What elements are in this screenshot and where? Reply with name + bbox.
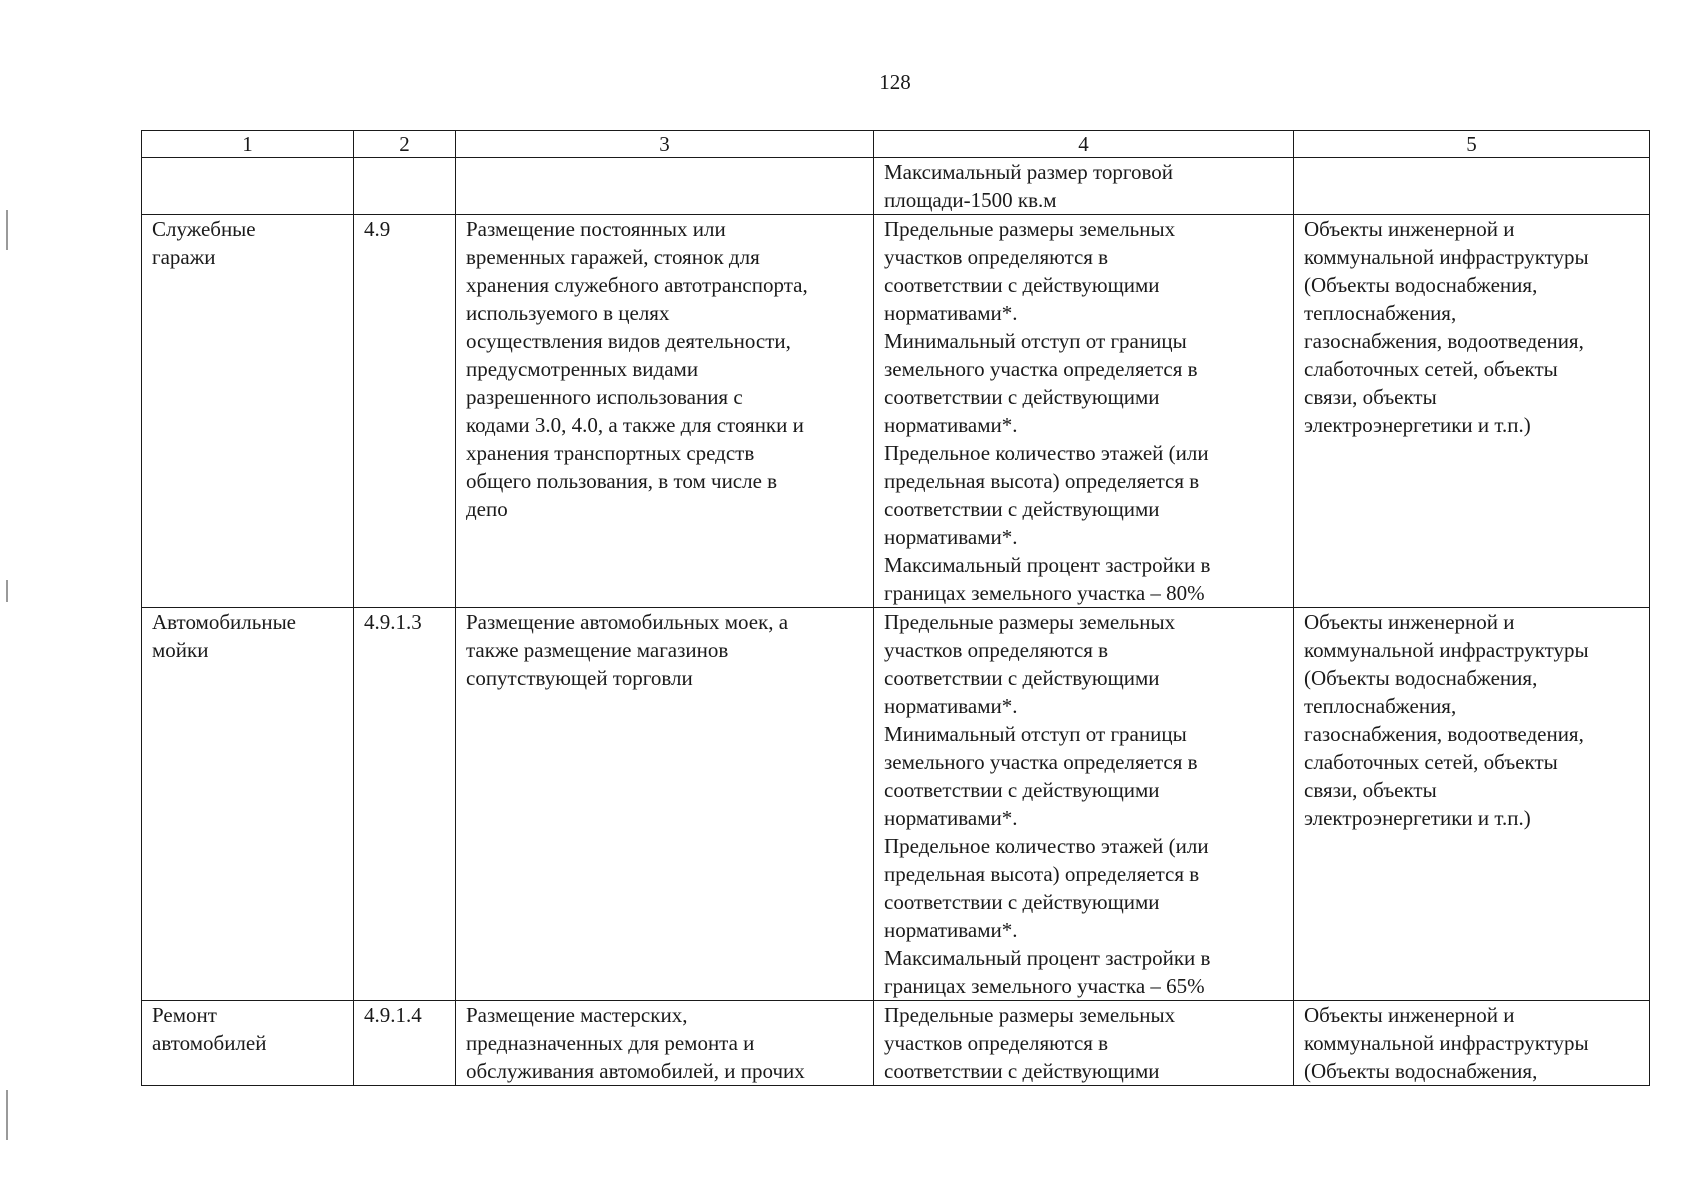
table-cell: [1294, 158, 1650, 215]
text-line: нормативами*.: [884, 694, 1018, 718]
text-line: электроэнергетики и т.п.): [1304, 413, 1531, 437]
text-line: нормативами*.: [884, 413, 1018, 437]
use-description-cell: [456, 1001, 874, 1086]
text-line: используемого в целях: [466, 301, 670, 325]
text-line: Объекты инженерной и: [1304, 1003, 1515, 1027]
text-line: гаражи: [152, 245, 216, 269]
use-description-cell: [456, 608, 874, 1001]
table-header-row: [142, 131, 1650, 158]
text-line: земельного участка определяется в: [884, 357, 1198, 381]
text-line: обслуживания автомобилей, и прочих: [466, 1059, 805, 1083]
text-line: сопутствующей торговли: [466, 666, 693, 690]
text-line: слаботочных сетей, объекты: [1304, 750, 1558, 774]
text-line: теплоснабжения,: [1304, 694, 1457, 718]
page-number: 128: [879, 70, 911, 94]
text-line: (Объекты водоснабжения,: [1304, 666, 1538, 690]
text-line: соответствии с действующими: [884, 497, 1160, 521]
parameters-cell: [874, 608, 1294, 1001]
text-line: коммунальной инфраструктуры: [1304, 1031, 1589, 1055]
table-row: [142, 608, 1650, 1001]
text-line: соответствии с действующими: [884, 385, 1160, 409]
table-row: [142, 215, 1650, 608]
use-code-cell: 4.9.1.4: [354, 1001, 456, 1086]
text-line: автомобилей: [152, 1031, 267, 1055]
text-line: соответствии с действующими: [884, 666, 1160, 690]
text-line: осуществления видов деятельности,: [466, 329, 791, 353]
text-line: Предельные размеры земельных: [884, 217, 1176, 241]
auxiliary-uses-cell: [1294, 608, 1650, 1001]
column-header: 3: [456, 131, 874, 158]
text-line: участков определяются в: [884, 1031, 1109, 1055]
scan-margin-mark: [6, 580, 8, 602]
text-line: слаботочных сетей, объекты: [1304, 357, 1558, 381]
text-line: хранения транспортных средств: [466, 441, 755, 465]
text-line: Служебные: [152, 217, 256, 241]
text-line: Размещение постоянных или: [466, 217, 726, 241]
text-line: земельного участка определяется в: [884, 750, 1198, 774]
text-line: нормативами*.: [884, 525, 1018, 549]
parameters-cell: [874, 158, 1294, 215]
scan-margin-mark: [6, 1090, 8, 1140]
table-cell: [456, 158, 874, 215]
text-line: Максимальный процент застройки в: [884, 946, 1211, 970]
table-row-continuation: [142, 158, 1650, 215]
text-line: коммунальной инфраструктуры: [1304, 245, 1589, 269]
text-line: временных гаражей, стоянок для: [466, 245, 760, 269]
text-line: Минимальный отступ от границы: [884, 722, 1187, 746]
text-line: площади-1500 кв.м: [884, 188, 1057, 212]
text-line: (Объекты водоснабжения,: [1304, 1059, 1538, 1083]
text-line: Минимальный отступ от границы: [884, 329, 1187, 353]
text-line: участков определяются в: [884, 638, 1109, 662]
text-line: Объекты инженерной и: [1304, 217, 1515, 241]
use-name-cell: [142, 1001, 354, 1086]
text-line: соответствии с действующими: [884, 273, 1160, 297]
text-line: Размещение мастерских,: [466, 1003, 688, 1027]
column-header: 1: [142, 131, 354, 158]
text-line: теплоснабжения,: [1304, 301, 1457, 325]
text-line: Размещение автомобильных моек, а: [466, 610, 789, 634]
use-code-cell: 4.9: [354, 215, 456, 608]
text-line: разрешенного использования с: [466, 385, 743, 409]
text-line: мойки: [152, 638, 209, 662]
text-line: участков определяются в: [884, 245, 1109, 269]
text-line: связи, объекты: [1304, 778, 1437, 802]
text-line: соответствии с действующими: [884, 778, 1160, 802]
column-header: 2: [354, 131, 456, 158]
text-line: соответствии с действующими: [884, 890, 1160, 914]
use-name-cell: [142, 608, 354, 1001]
auxiliary-uses-cell: [1294, 215, 1650, 608]
table-cell: [142, 158, 354, 215]
text-line: нормативами*.: [884, 918, 1018, 942]
use-description-cell: [456, 215, 874, 608]
text-line: газоснабжения, водоотведения,: [1304, 329, 1584, 353]
text-line: Ремонт: [152, 1003, 217, 1027]
scan-margin-mark: [6, 210, 8, 250]
text-line: Предельные размеры земельных: [884, 610, 1176, 634]
text-line: Предельное количество этажей (или: [884, 834, 1209, 858]
text-line: границах земельного участка – 65%: [884, 974, 1205, 998]
text-line: также размещение магазинов: [466, 638, 729, 662]
use-code-cell: 4.9.1.3: [354, 608, 456, 1001]
text-line: коммунальной инфраструктуры: [1304, 638, 1589, 662]
text-line: Предельное количество этажей (или: [884, 441, 1209, 465]
text-line: электроэнергетики и т.п.): [1304, 806, 1531, 830]
table-cell: [354, 158, 456, 215]
text-line: нормативами*.: [884, 301, 1018, 325]
text-line: соответствии с действующими: [884, 1059, 1160, 1083]
text-line: предназначенных для ремонта и: [466, 1031, 755, 1055]
text-line: Автомобильные: [152, 610, 296, 634]
text-line: Максимальный процент застройки в: [884, 553, 1211, 577]
text-line: Максимальный размер торговой: [884, 160, 1173, 184]
text-line: депо: [466, 497, 508, 521]
table-row: [142, 1001, 1650, 1086]
text-line: хранения служебного автотранспорта,: [466, 273, 808, 297]
text-line: предусмотренных видами: [466, 357, 699, 381]
column-header: 5: [1294, 131, 1650, 158]
parameters-cell: [874, 1001, 1294, 1086]
text-line: предельная высота) определяется в: [884, 469, 1200, 493]
text-line: кодами 3.0, 4.0, а также для стоянки и: [466, 413, 804, 437]
text-line: Предельные размеры земельных: [884, 1003, 1176, 1027]
text-line: общего пользования, в том числе в: [466, 469, 778, 493]
text-line: (Объекты водоснабжения,: [1304, 273, 1538, 297]
parameters-cell: [874, 215, 1294, 608]
text-line: границах земельного участка – 80%: [884, 581, 1205, 605]
auxiliary-uses-cell: [1294, 1001, 1650, 1086]
text-line: газоснабжения, водоотведения,: [1304, 722, 1584, 746]
use-name-cell: [142, 215, 354, 608]
zoning-table: [141, 130, 1650, 1086]
text-line: связи, объекты: [1304, 385, 1437, 409]
text-line: предельная высота) определяется в: [884, 862, 1200, 886]
column-header: 4: [874, 131, 1294, 158]
text-line: нормативами*.: [884, 806, 1018, 830]
text-line: Объекты инженерной и: [1304, 610, 1515, 634]
